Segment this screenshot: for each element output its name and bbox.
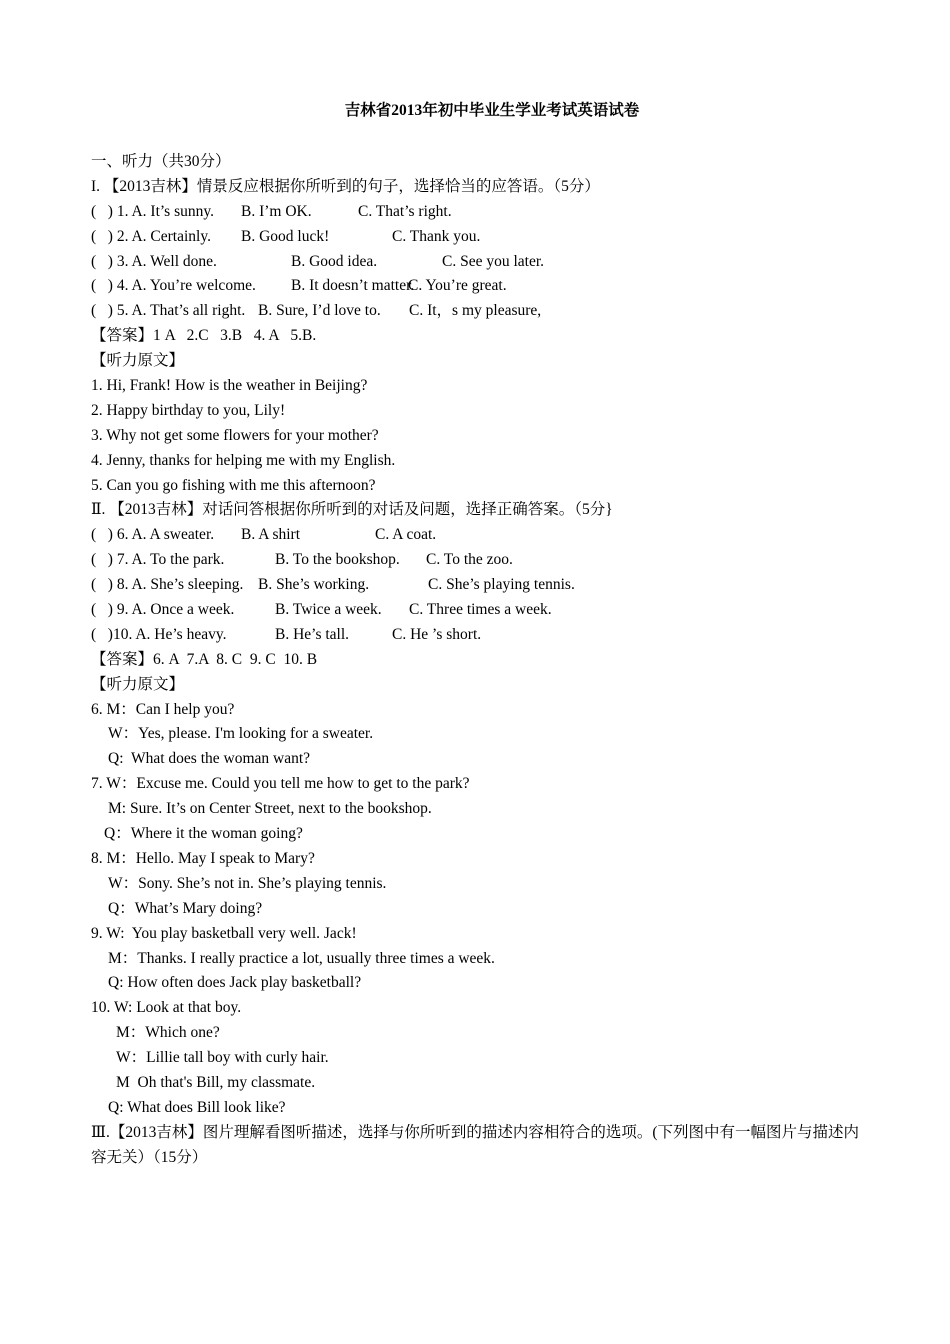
- part2-heading: Ⅱ. 【2013吉林】对话问答根据你所听到的对话及问题，选择正确答案。（5分}: [91, 501, 613, 519]
- script-line: W：Sony. She’s not in. She’s playing tennis.: [108, 874, 387, 892]
- question-1: [91, 200, 871, 225]
- script-line: M Oh that's Bill, my classmate.: [116, 1073, 316, 1091]
- question-10: [91, 623, 871, 648]
- question-8-c: C. She’s playing tennis.: [428, 576, 575, 594]
- question-5: [91, 299, 871, 324]
- question-10-b: B. He’s tall.: [275, 625, 350, 643]
- document-page: [91, 98, 871, 1171]
- question-2: [91, 225, 871, 250]
- question-9-c: C. Three times a week.: [409, 601, 552, 619]
- question-5-b: B. Sure, I’d love to.: [258, 302, 381, 320]
- script-line: Q: What does the woman want?: [108, 750, 311, 768]
- script-line: W：Lillie tall boy with curly hair.: [116, 1049, 329, 1067]
- exam-title: 吉林省2013年初中毕业生学业考试英语试卷: [344, 102, 640, 119]
- question-4-a: ( ) 4. A. You’re welcome.: [91, 277, 256, 295]
- part3-heading: Ⅲ.【2013吉林】图片理解看图听描述，选择与你所听到的描述内容相符合的选项。(下列图中有一幅图片与描述内容无关）（15分）: [91, 1123, 859, 1166]
- part1-script-heading: 【听力原文】: [91, 352, 185, 370]
- part1-answer: 【答案】1 A 2.C 3.B 4. A 5.B.: [91, 327, 317, 345]
- question-7-c: C. To the zoo.: [426, 551, 513, 569]
- question-3-b: B. Good idea.: [291, 252, 378, 270]
- script-line: 10. W: Look at that boy.: [91, 999, 242, 1017]
- script-line: Q：What’s Mary doing?: [108, 899, 263, 917]
- question-4: [91, 274, 871, 299]
- script-line: Q: How often does Jack play basketball?: [108, 974, 362, 992]
- part1-heading: I. 【2013吉林】情景反应根据你所听到的句子，选择恰当的应答语。（5分）: [91, 177, 600, 195]
- question-1-c: C. That’s right.: [358, 202, 452, 220]
- script-line: 1. Hi, Frank! How is the weather in Beijing?: [91, 377, 368, 395]
- script-line: W：Yes, please. I'm looking for a sweater.: [108, 725, 374, 743]
- script-line: 2. Happy birthday to you, Lily!: [91, 401, 286, 419]
- question-9: [91, 598, 871, 623]
- question-1-a: ( ) 1. A. It’s sunny.: [91, 202, 214, 220]
- question-7-b: B. To the bookshop.: [275, 551, 400, 569]
- script-line: M: Sure. It’s on Center Street, next to the bookshop.: [108, 800, 432, 818]
- question-2-c: C. Thank you.: [392, 227, 481, 245]
- question-6-b: B. A shirt: [241, 526, 301, 544]
- question-4-c: C. You’re great.: [408, 277, 507, 295]
- question-1-b: B. I’m OK.: [241, 202, 312, 220]
- question-8: [91, 573, 871, 598]
- question-6: [91, 523, 871, 548]
- question-9-b: B. Twice a week.: [275, 601, 382, 619]
- question-2-b: B. Good luck!: [241, 227, 330, 245]
- question-10-a: ( )10. A. He’s heavy.: [91, 625, 227, 643]
- question-6-c: C. A coat.: [375, 526, 437, 544]
- question-3-a: ( ) 3. A. Well done.: [91, 252, 217, 270]
- question-8-b: B. She’s working.: [258, 576, 370, 594]
- question-8-a: ( ) 8. A. She’s sleeping.: [91, 576, 244, 594]
- question-2-a: ( ) 2. A. Certainly.: [91, 227, 211, 245]
- question-3: [91, 250, 871, 275]
- question-4-b: B. It doesn’t matter.: [291, 277, 415, 295]
- question-7-a: ( ) 7. A. To the park.: [91, 551, 225, 569]
- script-line: 6. M：Can I help you?: [91, 700, 235, 718]
- script-line: 4. Jenny, thanks for helping me with my English.: [91, 451, 396, 469]
- question-3-c: C. See you later.: [442, 252, 545, 270]
- question-5-a: ( ) 5. A. That’s all right.: [91, 302, 246, 320]
- script-line: M：Which one?: [116, 1024, 220, 1042]
- question-6-a: ( ) 6. A. A sweater.: [91, 526, 215, 544]
- part2-answer: 【答案】6. A 7.A 8. C 9. C 10. B: [91, 650, 318, 668]
- script-line: Q: What does Bill look like?: [108, 1098, 286, 1116]
- script-line: Q：Where it the woman going?: [104, 825, 303, 843]
- part2-script-heading: 【听力原文】: [91, 675, 185, 693]
- script-line: M：Thanks. I really practice a lot, usually three times a week.: [108, 949, 495, 967]
- script-line: 3. Why not get some flowers for your mother?: [91, 426, 379, 444]
- script-line: 7. W：Excuse me. Could you tell me how to get to the park?: [91, 775, 470, 793]
- script-line: 9. W: You play basketball very well. Jack!: [91, 924, 357, 942]
- question-9-a: ( ) 9. A. Once a week.: [91, 601, 235, 619]
- question-10-c: C. He ’s short.: [392, 625, 482, 643]
- question-7: [91, 548, 871, 573]
- section-heading: 一、听力（共30分）: [91, 153, 231, 170]
- script-line: 5. Can you go fishing with me this afternoon?: [91, 476, 376, 494]
- script-line: 8. M：Hello. May I speak to Mary?: [91, 849, 315, 867]
- question-5-c: C. It，s my pleasure,: [409, 302, 542, 320]
